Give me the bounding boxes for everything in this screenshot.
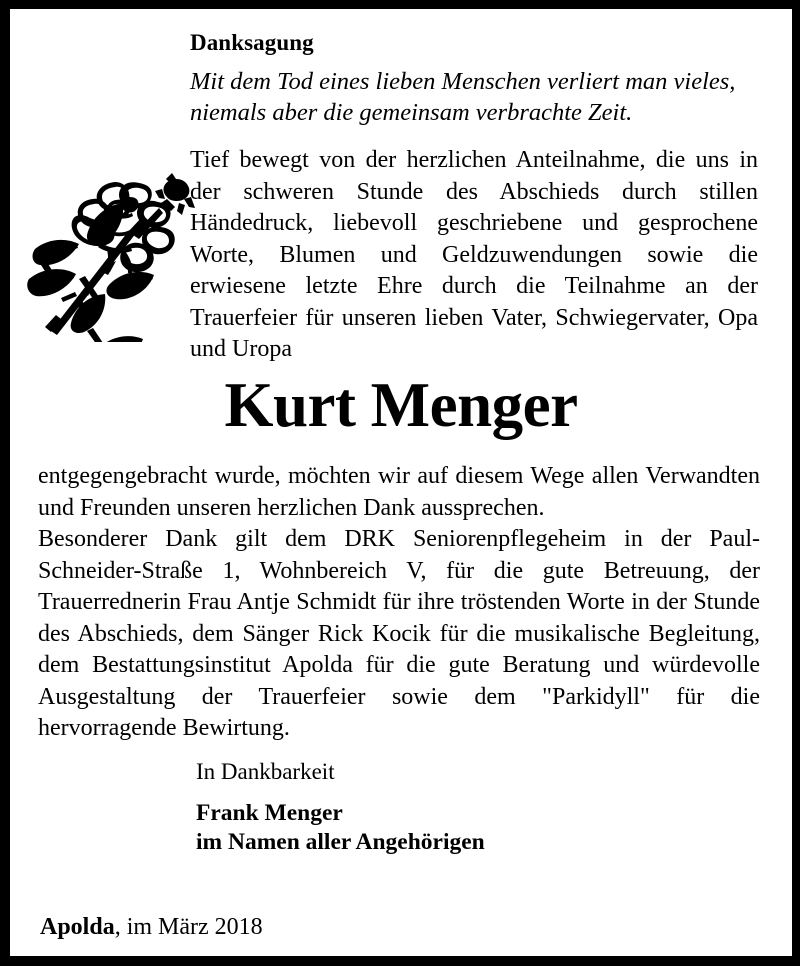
- signer-role: im Namen aller Angehörigen: [196, 829, 485, 855]
- gratitude-line: In Dankbarkeit: [196, 759, 335, 784]
- motto-quote: Mit dem Tod eines lieben Menschen verliert man vieles, niemals aber die gemeinsam verbrachte Zeit.: [190, 68, 736, 126]
- body-paragraph-2: Besonderer Dank gilt dem DRK Seniorenpflegeheim in der Paul-Schneider-Straße 1, Wohnbereich V, für die gute Betreuung, der Trauerrednerin Frau Antje Schmidt für ihre tröstenden Worte in der Stunde des Abschieds, dem Sänger Rick Kocik für die musikalische Begleitung, dem Bestattungsinstitut Apolda für die gute Beratung und würdevolle Ausgestaltung der Trauerfeier sowie dem "Parkidyll" für die hervorragende Bewirtung.: [38, 526, 760, 741]
- footer-place: Apolda: [40, 914, 115, 940]
- notice-top-column: [190, 29, 758, 366]
- deceased-name: Kurt Menger: [224, 370, 578, 440]
- notice-heading: Danksagung: [190, 30, 314, 55]
- signer-name: Frank Menger: [196, 800, 343, 826]
- notice-inner-card: [10, 9, 792, 956]
- footer-date: , im März 2018: [114, 914, 263, 940]
- closing-block: [196, 757, 756, 857]
- footer-line: [40, 912, 263, 942]
- notice-body-column: [38, 461, 760, 745]
- rose-illustration: [15, 87, 195, 342]
- intro-paragraph: Tief bewegt von der herzlichen Anteilnahme, die uns in der schweren Stunde des Abschieds durch stillen Händedruck, liebevoll geschriebene und gesprochene Worte, Blumen und Geldzuwendungen sowie die erwiesene letzte Ehre durch die Teilnahme an der Trauerfeier für unseren lieben Vater, Schwiegervater, Opa und Uropa: [190, 147, 758, 362]
- body-paragraph-1: entgegengebracht wurde, möchten wir auf diesem Wege allen Verwandten und Freunden unseren herzlichen Dank aussprechen.: [38, 463, 760, 521]
